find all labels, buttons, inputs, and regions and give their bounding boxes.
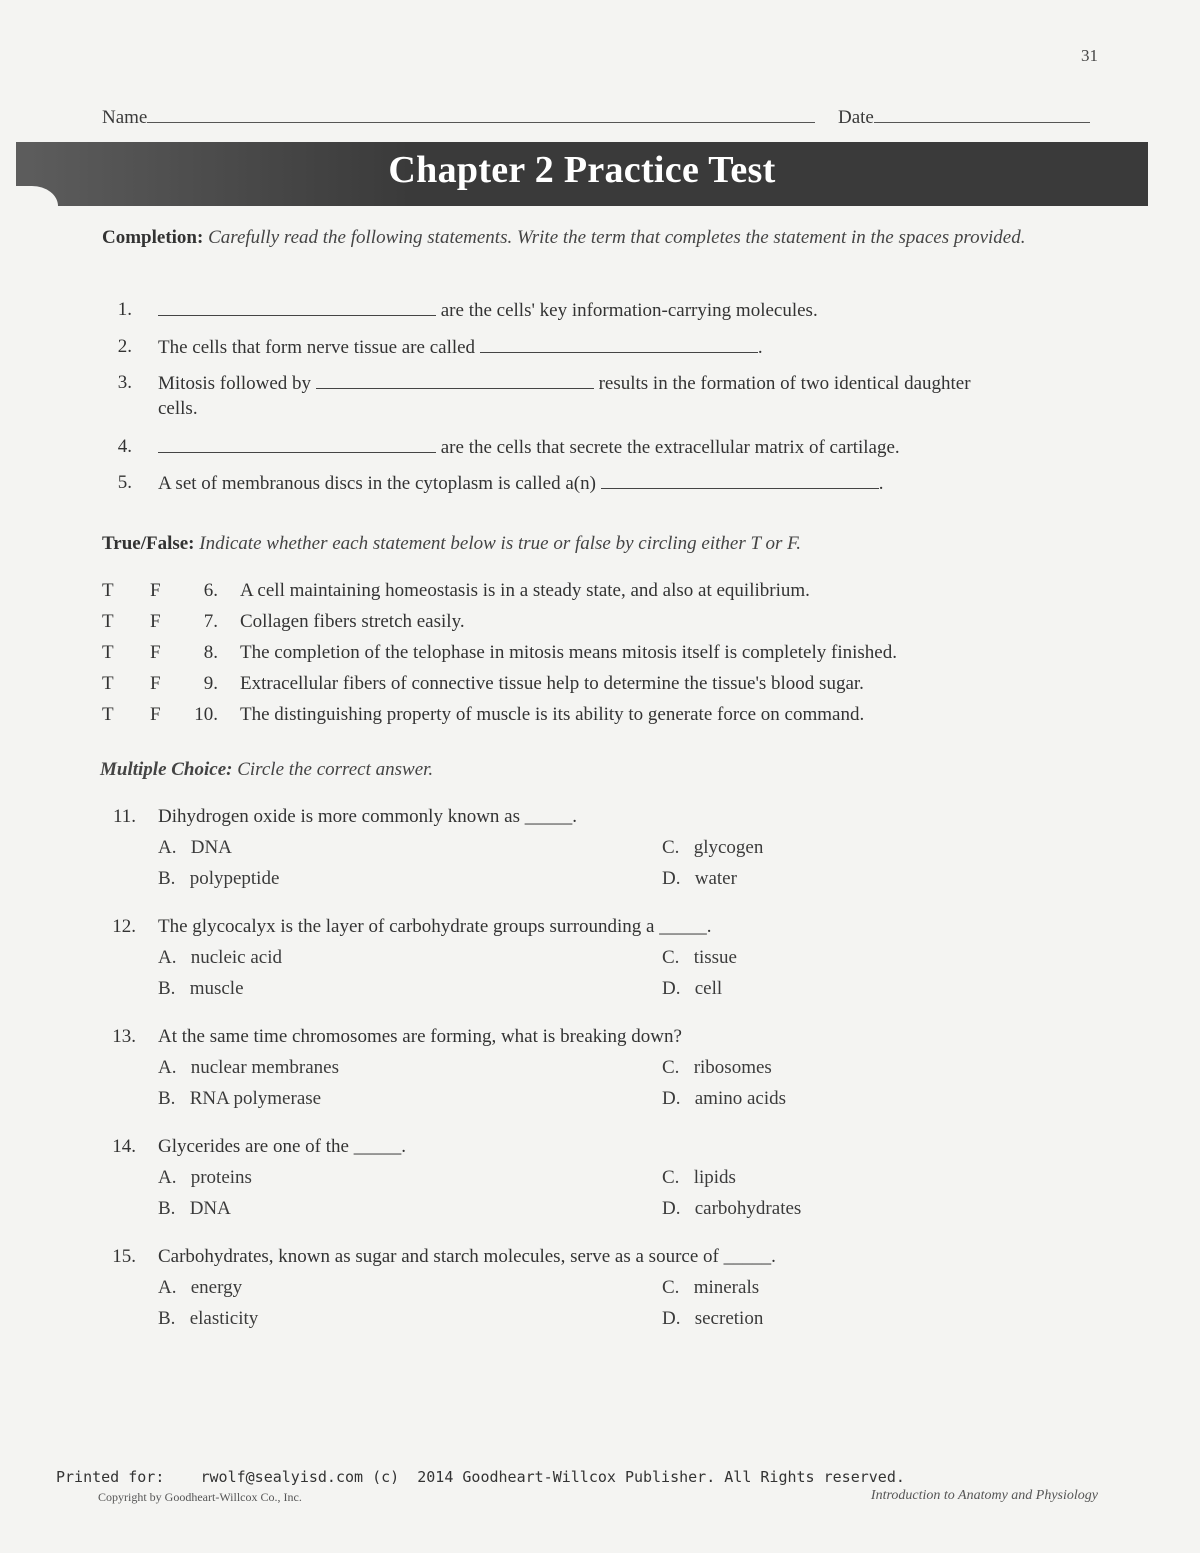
completion-item-4: [102, 436, 1102, 460]
copyright-footer: Copyright by Goodheart-Willcox Co., Inc.: [98, 1490, 302, 1504]
date-label: Date: [838, 107, 874, 128]
completion-item-3: [102, 372, 1102, 422]
item-number: 6.: [203, 580, 218, 601]
true-option[interactable]: T: [102, 642, 114, 663]
item-text: A cell maintaining homeostasis is in a steady state, and also at equilibrium.: [240, 580, 810, 601]
date-field-row: [838, 104, 1090, 129]
truefalse-instructions-text: Indicate whether each statement below is true or false by circling either T or F.: [199, 533, 802, 554]
option-b[interactable]: B. DNA: [158, 1198, 231, 1219]
page-number: 31: [1081, 46, 1098, 65]
option-a[interactable]: A. nucleic acid: [158, 947, 282, 968]
option-b[interactable]: B. muscle: [158, 978, 244, 999]
question-text: The glycocalyx is the layer of carbohydrate groups surrounding a _____.: [158, 916, 712, 937]
question-number: 12.: [112, 916, 136, 937]
mc-question-11: [102, 806, 1102, 902]
answer-blank[interactable]: [158, 299, 436, 316]
item-text-end: .: [878, 473, 884, 494]
book-title-footer: Introduction to Anatomy and Physiology: [870, 1488, 1098, 1503]
title-banner: [16, 142, 1148, 206]
true-option[interactable]: T: [102, 611, 114, 632]
answer-blank[interactable]: [480, 336, 758, 353]
option-d[interactable]: D. water: [662, 868, 737, 889]
true-option[interactable]: T: [102, 704, 114, 725]
item-number: 5.: [117, 472, 132, 493]
true-option[interactable]: T: [102, 673, 114, 694]
item-text: The completion of the telophase in mitosis means mitosis itself is completely finished.: [240, 642, 897, 663]
mc-question-12: [102, 916, 1102, 1012]
name-field-row: [102, 104, 815, 129]
item-number: 10.: [194, 704, 218, 725]
truefalse-item-9: [102, 673, 1102, 697]
name-field[interactable]: [147, 104, 815, 123]
question-text: At the same time chromosomes are forming, what is breaking down?: [158, 1026, 682, 1047]
mc-question-15: [102, 1246, 1102, 1342]
completion-item-2: [102, 336, 1102, 360]
item-text-continued: cells.: [158, 398, 198, 419]
truefalse-item-8: [102, 642, 1102, 666]
false-option[interactable]: F: [150, 611, 161, 632]
item-number: 2.: [117, 336, 132, 357]
option-d[interactable]: D. carbohydrates: [662, 1198, 802, 1219]
truefalse-item-10: [102, 704, 1102, 728]
completion-instructions: [102, 226, 1082, 250]
false-option[interactable]: F: [150, 642, 161, 663]
truefalse-item-7: [102, 611, 1102, 635]
answer-blank[interactable]: [316, 372, 594, 389]
completion-heading: Completion:: [102, 227, 204, 248]
item-number: 9.: [203, 673, 218, 694]
item-text: Mitosis followed by: [158, 373, 312, 394]
question-text: Glycerides are one of the _____.: [158, 1136, 406, 1157]
option-c[interactable]: C. tissue: [662, 947, 737, 968]
multiplechoice-instructions: [100, 758, 1100, 782]
option-c[interactable]: C. lipids: [662, 1167, 736, 1188]
question-number: 11.: [112, 806, 136, 827]
option-a[interactable]: A. nuclear membranes: [158, 1057, 339, 1078]
option-b[interactable]: B. RNA polymerase: [158, 1088, 322, 1109]
question-number: 13.: [112, 1026, 136, 1047]
question-text: Carbohydrates, known as sugar and starch molecules, serve as a source of _____.: [158, 1246, 776, 1267]
option-c[interactable]: C. ribosomes: [662, 1057, 772, 1078]
false-option[interactable]: F: [150, 673, 161, 694]
option-d[interactable]: D. cell: [662, 978, 723, 999]
completion-instructions-text: Carefully read the following statements. Write the term that completes the statement in the spaces provided.: [208, 227, 1026, 248]
option-d[interactable]: D. secretion: [662, 1308, 764, 1329]
false-option[interactable]: F: [150, 580, 161, 601]
option-b[interactable]: B. polypeptide: [158, 868, 280, 889]
multiplechoice-instructions-text: Circle the correct answer.: [237, 759, 434, 780]
answer-blank[interactable]: [601, 472, 879, 489]
option-a[interactable]: A. energy: [158, 1277, 243, 1298]
completion-item-1: [102, 299, 1102, 323]
true-option[interactable]: T: [102, 580, 114, 601]
item-text: are the cells' key information-carrying molecules.: [440, 300, 818, 321]
item-number: 4.: [117, 436, 132, 457]
question-number: 15.: [112, 1246, 136, 1267]
item-text-end: .: [757, 337, 763, 358]
option-d[interactable]: D. amino acids: [662, 1088, 787, 1109]
item-number: 8.: [203, 642, 218, 663]
multiplechoice-heading: Multiple Choice:: [100, 759, 233, 780]
item-text: The distinguishing property of muscle is its ability to generate force on command.: [240, 704, 865, 725]
item-number: 3.: [117, 372, 132, 393]
truefalse-instructions: [102, 532, 1102, 556]
date-field[interactable]: [874, 104, 1090, 123]
printed-for-footer: Printed for: rwolf@sealyisd.com (c) 2014 Goodheart-Willcox Publisher. All Rights reserved.: [56, 1468, 905, 1486]
question-number: 14.: [112, 1136, 136, 1157]
mc-question-14: [102, 1136, 1102, 1232]
false-option[interactable]: F: [150, 704, 161, 725]
item-number: 1.: [117, 299, 132, 320]
truefalse-item-6: [102, 580, 1102, 604]
option-b[interactable]: B. elasticity: [158, 1308, 259, 1329]
option-a[interactable]: A. DNA: [158, 837, 232, 858]
question-text: Dihydrogen oxide is more commonly known as _____.: [158, 806, 578, 827]
option-a[interactable]: A. proteins: [158, 1167, 252, 1188]
page-title: Chapter 2 Practice Test: [388, 149, 776, 191]
option-c[interactable]: C. minerals: [662, 1277, 760, 1298]
completion-item-5: [102, 472, 1102, 496]
mc-question-13: [102, 1026, 1102, 1122]
item-text-end: results in the formation of two identical daughter: [598, 373, 971, 394]
answer-blank[interactable]: [158, 436, 436, 453]
item-text: A set of membranous discs in the cytoplasm is called a(n): [158, 473, 596, 494]
item-text: The cells that form nerve tissue are called: [158, 337, 476, 358]
item-text: Extracellular fibers of connective tissue help to determine the tissue's blood sugar.: [240, 673, 864, 694]
option-c[interactable]: C. glycogen: [662, 837, 764, 858]
truefalse-heading: True/False:: [102, 533, 195, 554]
item-text: Collagen fibers stretch easily.: [240, 611, 465, 632]
name-label: Name: [102, 107, 148, 128]
item-text: are the cells that secrete the extracellular matrix of cartilage.: [440, 437, 900, 458]
item-number: 7.: [203, 611, 218, 632]
